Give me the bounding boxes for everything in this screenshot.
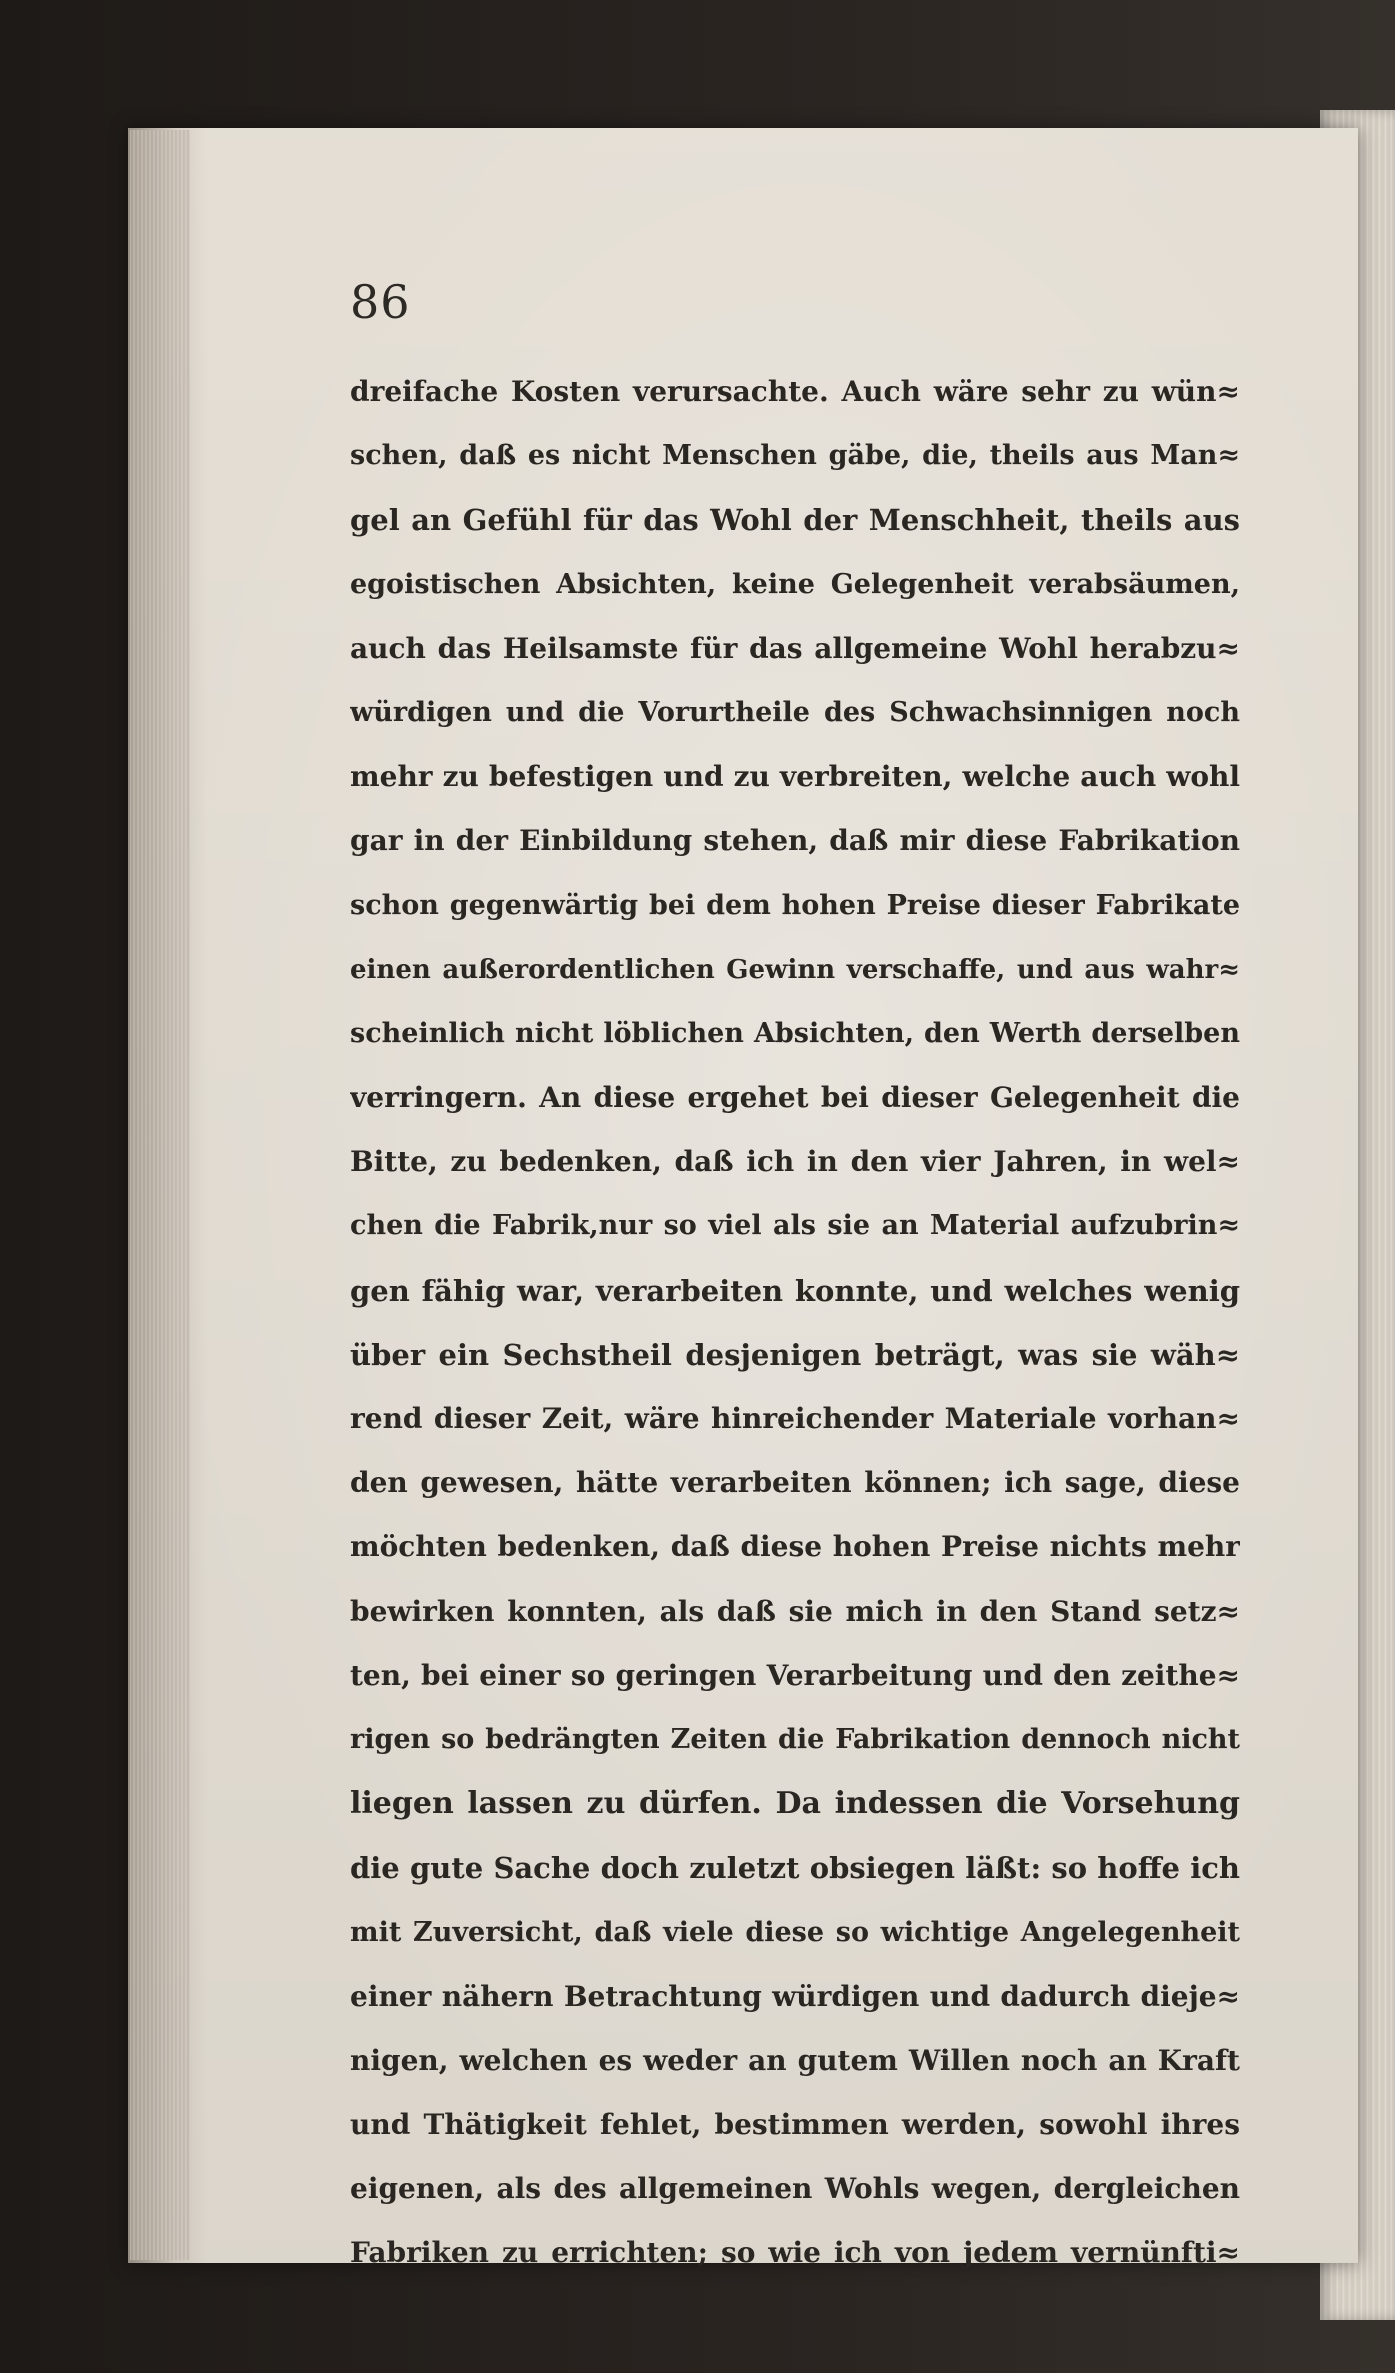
text-line: egoistischen Absichten, keine Gelegenheit verabsäumen,	[350, 568, 1240, 600]
text-line: über ein Sechstheil desjenigen beträgt, was sie wäh≈	[350, 1337, 1240, 1372]
text-line: chen die Fabrik,nur so viel als sie an Material aufzubrin≈	[350, 1210, 1240, 1242]
text-line: Bitte, zu bedenken, daß ich in den vier Jahren, in wel≈	[350, 1145, 1240, 1179]
text-line: gar in der Einbildung stehen, daß mir diese Fabrikation	[350, 824, 1240, 858]
text-line: möchten bedenken, daß diese hohen Preise nichts mehr	[350, 1530, 1240, 1564]
binding-edge	[130, 130, 190, 2260]
text-line: einer nähern Betrachtung würdigen und dadurch dieje≈	[350, 1979, 1240, 2013]
text-line: bewirken konnten, als daß sie mich in den Stand setz≈	[350, 1594, 1240, 1628]
text-line: schon gegenwärtig bei dem hohen Preise dieser Fabrikate	[350, 889, 1240, 921]
text-line: den gewesen, hätte verarbeiten können; ich sage, diese	[350, 1466, 1240, 1500]
text-line: würdigen und die Vorurtheile des Schwachsinnigen noch	[350, 696, 1240, 728]
text-line: und Thätigkeit fehlet, bestimmen werden, sowohl ihres	[350, 2108, 1240, 2142]
text-line: eigenen, als des allgemeinen Wohls wegen, dergleichen	[350, 2172, 1240, 2206]
text-line: dreifache Kosten verursachte. Auch wäre sehr zu wün≈	[350, 375, 1240, 408]
text-line: scheinlich nicht löblichen Absichten, den Werth derselben	[350, 1017, 1240, 1049]
text-line: nigen, welchen es weder an gutem Willen noch an Kraft	[350, 2043, 1240, 2077]
text-line: mehr zu befestigen und zu verbreiten, welche auch wohl	[350, 760, 1240, 794]
text-line: rend dieser Zeit, wäre hinreichender Materiale vorhan≈	[350, 1402, 1240, 1435]
text-line: Fabriken zu errichten; so wie ich von jedem vernünfti≈	[350, 2236, 1240, 2270]
text-line: einen außerordentlichen Gewinn verschaffe, und aus wahr≈	[350, 954, 1240, 985]
text-line: liegen lassen zu dürfen. Da indessen die Vorsehung	[350, 1786, 1240, 1822]
page-number: 86	[350, 275, 411, 329]
text-line: gen fähig war, verarbeiten konnte, und welches wenig	[350, 1273, 1240, 1308]
text-line: mit Zuversicht, daß viele diese so wichtige Angelegenheit	[350, 1916, 1240, 1948]
text-line: ten, bei einer so geringen Verarbeitung und den zeithe≈	[350, 1658, 1240, 1692]
text-line: verringern. An diese ergehet bei dieser Gelegenheit die	[350, 1081, 1240, 1115]
text-line: rigen so bedrängten Zeiten die Fabrikation dennoch nicht	[350, 1723, 1240, 1755]
text-line: auch das Heilsamste für das allgemeine Wohl herabzu≈	[350, 631, 1240, 665]
body-text	[350, 360, 1240, 2286]
text-line: gel an Gefühl für das Wohl der Menschheit, theils aus	[350, 503, 1240, 538]
text-line: die gute Sache doch zuletzt obsiegen läßt: so hoffe ich	[350, 1851, 1240, 1886]
text-line: schen, daß es nicht Menschen gäbe, die, theils aus Man≈	[350, 440, 1240, 472]
